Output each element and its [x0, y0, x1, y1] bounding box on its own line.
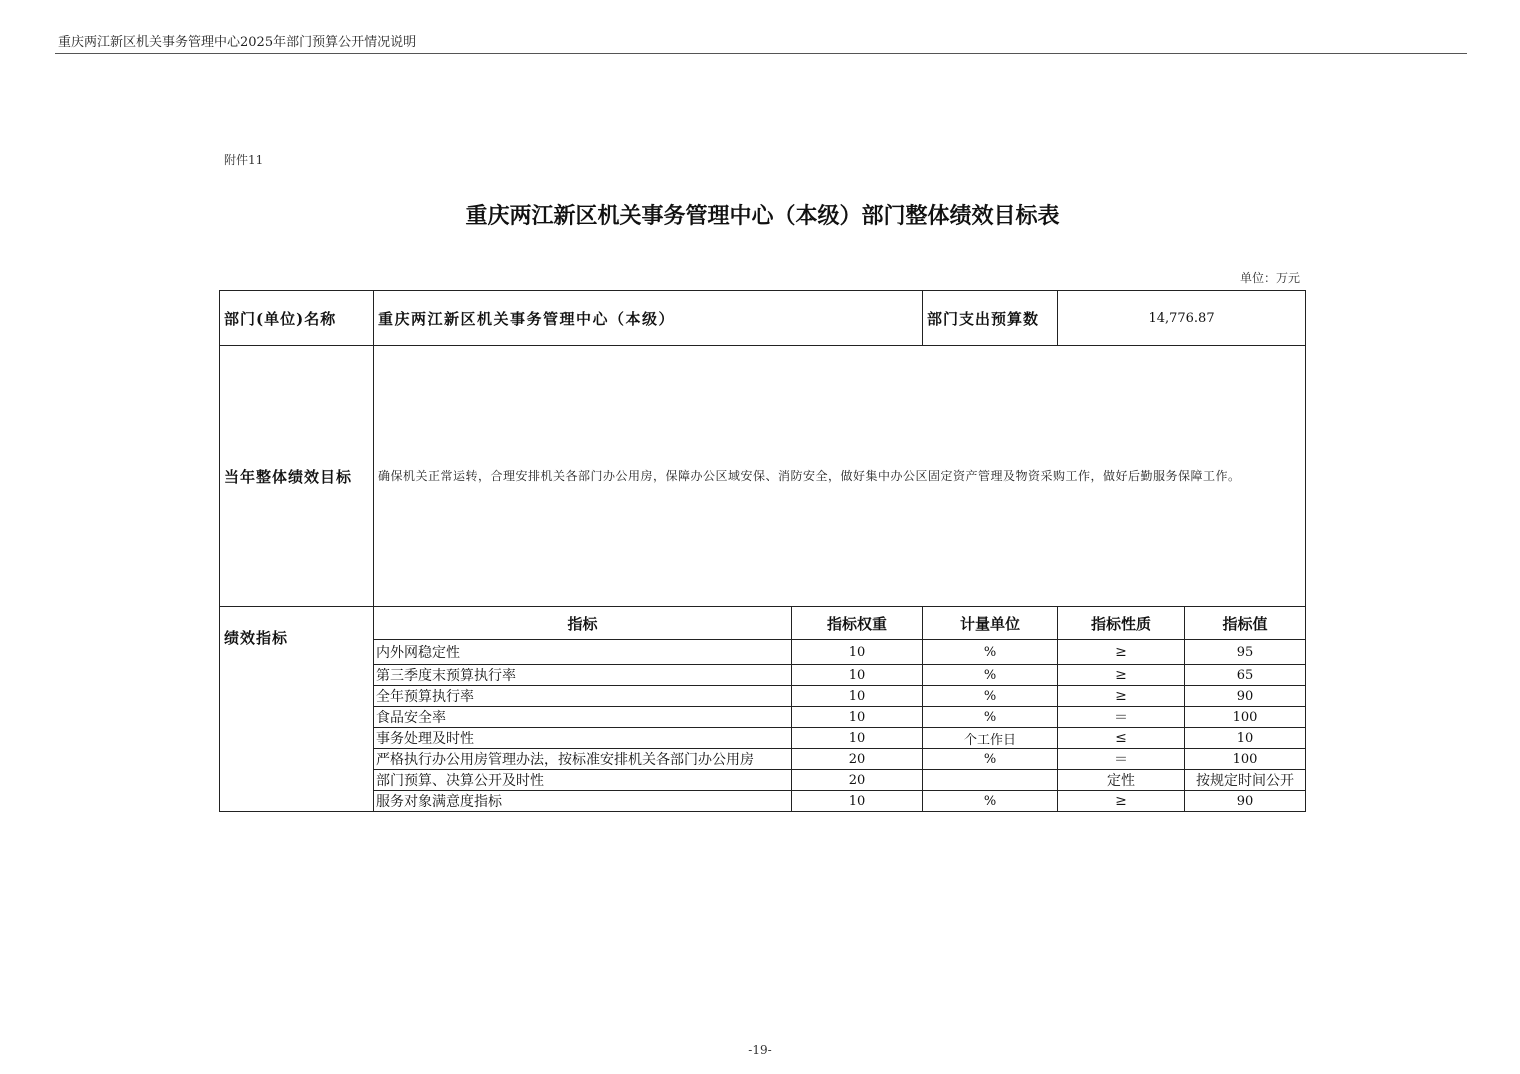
header-divider — [55, 53, 1467, 54]
indicator-weight: 10 — [792, 791, 923, 812]
indicator-nature: ＝ — [1058, 749, 1185, 770]
perf-indicators-label: 绩效指标 — [220, 607, 374, 812]
page-number: -19- — [748, 1043, 772, 1057]
col-header-unit: 计量单位 — [923, 607, 1058, 640]
indicator-unit: % — [923, 686, 1058, 707]
indicator-nature: ≤ — [1058, 728, 1185, 749]
indicator-weight: 10 — [792, 640, 923, 665]
indicator-nature: ＝ — [1058, 707, 1185, 728]
running-header: 重庆两江新区机关事务管理中心2025年部门预算公开情况说明 — [58, 35, 417, 50]
indicator-name: 部门预算、决算公开及时性 — [374, 770, 792, 791]
indicator-nature: ≥ — [1058, 665, 1185, 686]
table-row — [220, 640, 1306, 665]
indicator-unit: % — [923, 707, 1058, 728]
indicator-weight: 10 — [792, 707, 923, 728]
col-header-value: 指标值 — [1185, 607, 1306, 640]
indicator-nature: 定性 — [1058, 770, 1185, 791]
indicator-unit: % — [923, 640, 1058, 665]
objective-label: 当年整体绩效目标 — [220, 346, 374, 607]
indicator-unit — [923, 770, 1058, 791]
indicator-unit: % — [923, 791, 1058, 812]
document-title: 重庆两江新区机关事务管理中心（本级）部门整体绩效目标表 — [465, 203, 1060, 229]
indicator-name: 全年预算执行率 — [374, 686, 792, 707]
table-row — [220, 707, 1306, 728]
indicator-weight: 20 — [792, 770, 923, 791]
indicator-weight: 10 — [792, 665, 923, 686]
indicator-name: 事务处理及时性 — [374, 728, 792, 749]
indicator-value: 100 — [1185, 707, 1306, 728]
indicator-value: 95 — [1185, 640, 1306, 665]
indicator-weight: 20 — [792, 749, 923, 770]
indicator-name: 严格执行办公用房管理办法，按标准安排机关各部门办公用房 — [374, 749, 792, 770]
indicator-name: 内外网稳定性 — [374, 640, 792, 665]
indicator-nature: ≥ — [1058, 640, 1185, 665]
table-row — [220, 770, 1306, 791]
indicator-nature: ≥ — [1058, 686, 1185, 707]
table-row — [220, 728, 1306, 749]
dept-label: 部门(单位)名称 — [220, 291, 374, 346]
indicator-unit: % — [923, 749, 1058, 770]
col-header-nature: 指标性质 — [1058, 607, 1185, 640]
dept-row — [220, 291, 1306, 346]
indicator-weight: 10 — [792, 686, 923, 707]
indicator-value: 90 — [1185, 791, 1306, 812]
unit-label: 单位：万元 — [1239, 271, 1300, 285]
indicator-unit: 个工作日 — [923, 728, 1058, 749]
indicator-nature: ≥ — [1058, 791, 1185, 812]
indicator-value: 10 — [1185, 728, 1306, 749]
attachment-label: 附件11 — [224, 153, 264, 167]
indicator-value: 90 — [1185, 686, 1306, 707]
indicator-value: 65 — [1185, 665, 1306, 686]
indicator-value: 100 — [1185, 749, 1306, 770]
objective-row — [220, 346, 1306, 607]
indicator-value: 按规定时间公开 — [1185, 770, 1306, 791]
table-row — [220, 686, 1306, 707]
objective-text: 确保机关正常运转，合理安排机关各部门办公用房，保障办公区域安保、消防安全，做好集中办公区固定资产管理及物资采购工作，做好后勤服务保障工作。 — [374, 346, 1306, 607]
table-row — [220, 791, 1306, 812]
budget-label: 部门支出预算数 — [923, 291, 1058, 346]
performance-target-table — [219, 290, 1306, 812]
budget-value: 14,776.87 — [1058, 291, 1306, 346]
indicator-name: 服务对象满意度指标 — [374, 791, 792, 812]
indicator-weight: 10 — [792, 728, 923, 749]
indicator-unit: % — [923, 665, 1058, 686]
table-row — [220, 665, 1306, 686]
indicator-name: 食品安全率 — [374, 707, 792, 728]
table-row — [220, 749, 1306, 770]
col-header-weight: 指标权重 — [792, 607, 923, 640]
dept-name: 重庆两江新区机关事务管理中心（本级） — [374, 291, 923, 346]
indicator-name: 第三季度末预算执行率 — [374, 665, 792, 686]
col-header-indicator: 指标 — [374, 607, 792, 640]
indicator-header-row — [220, 607, 1306, 640]
